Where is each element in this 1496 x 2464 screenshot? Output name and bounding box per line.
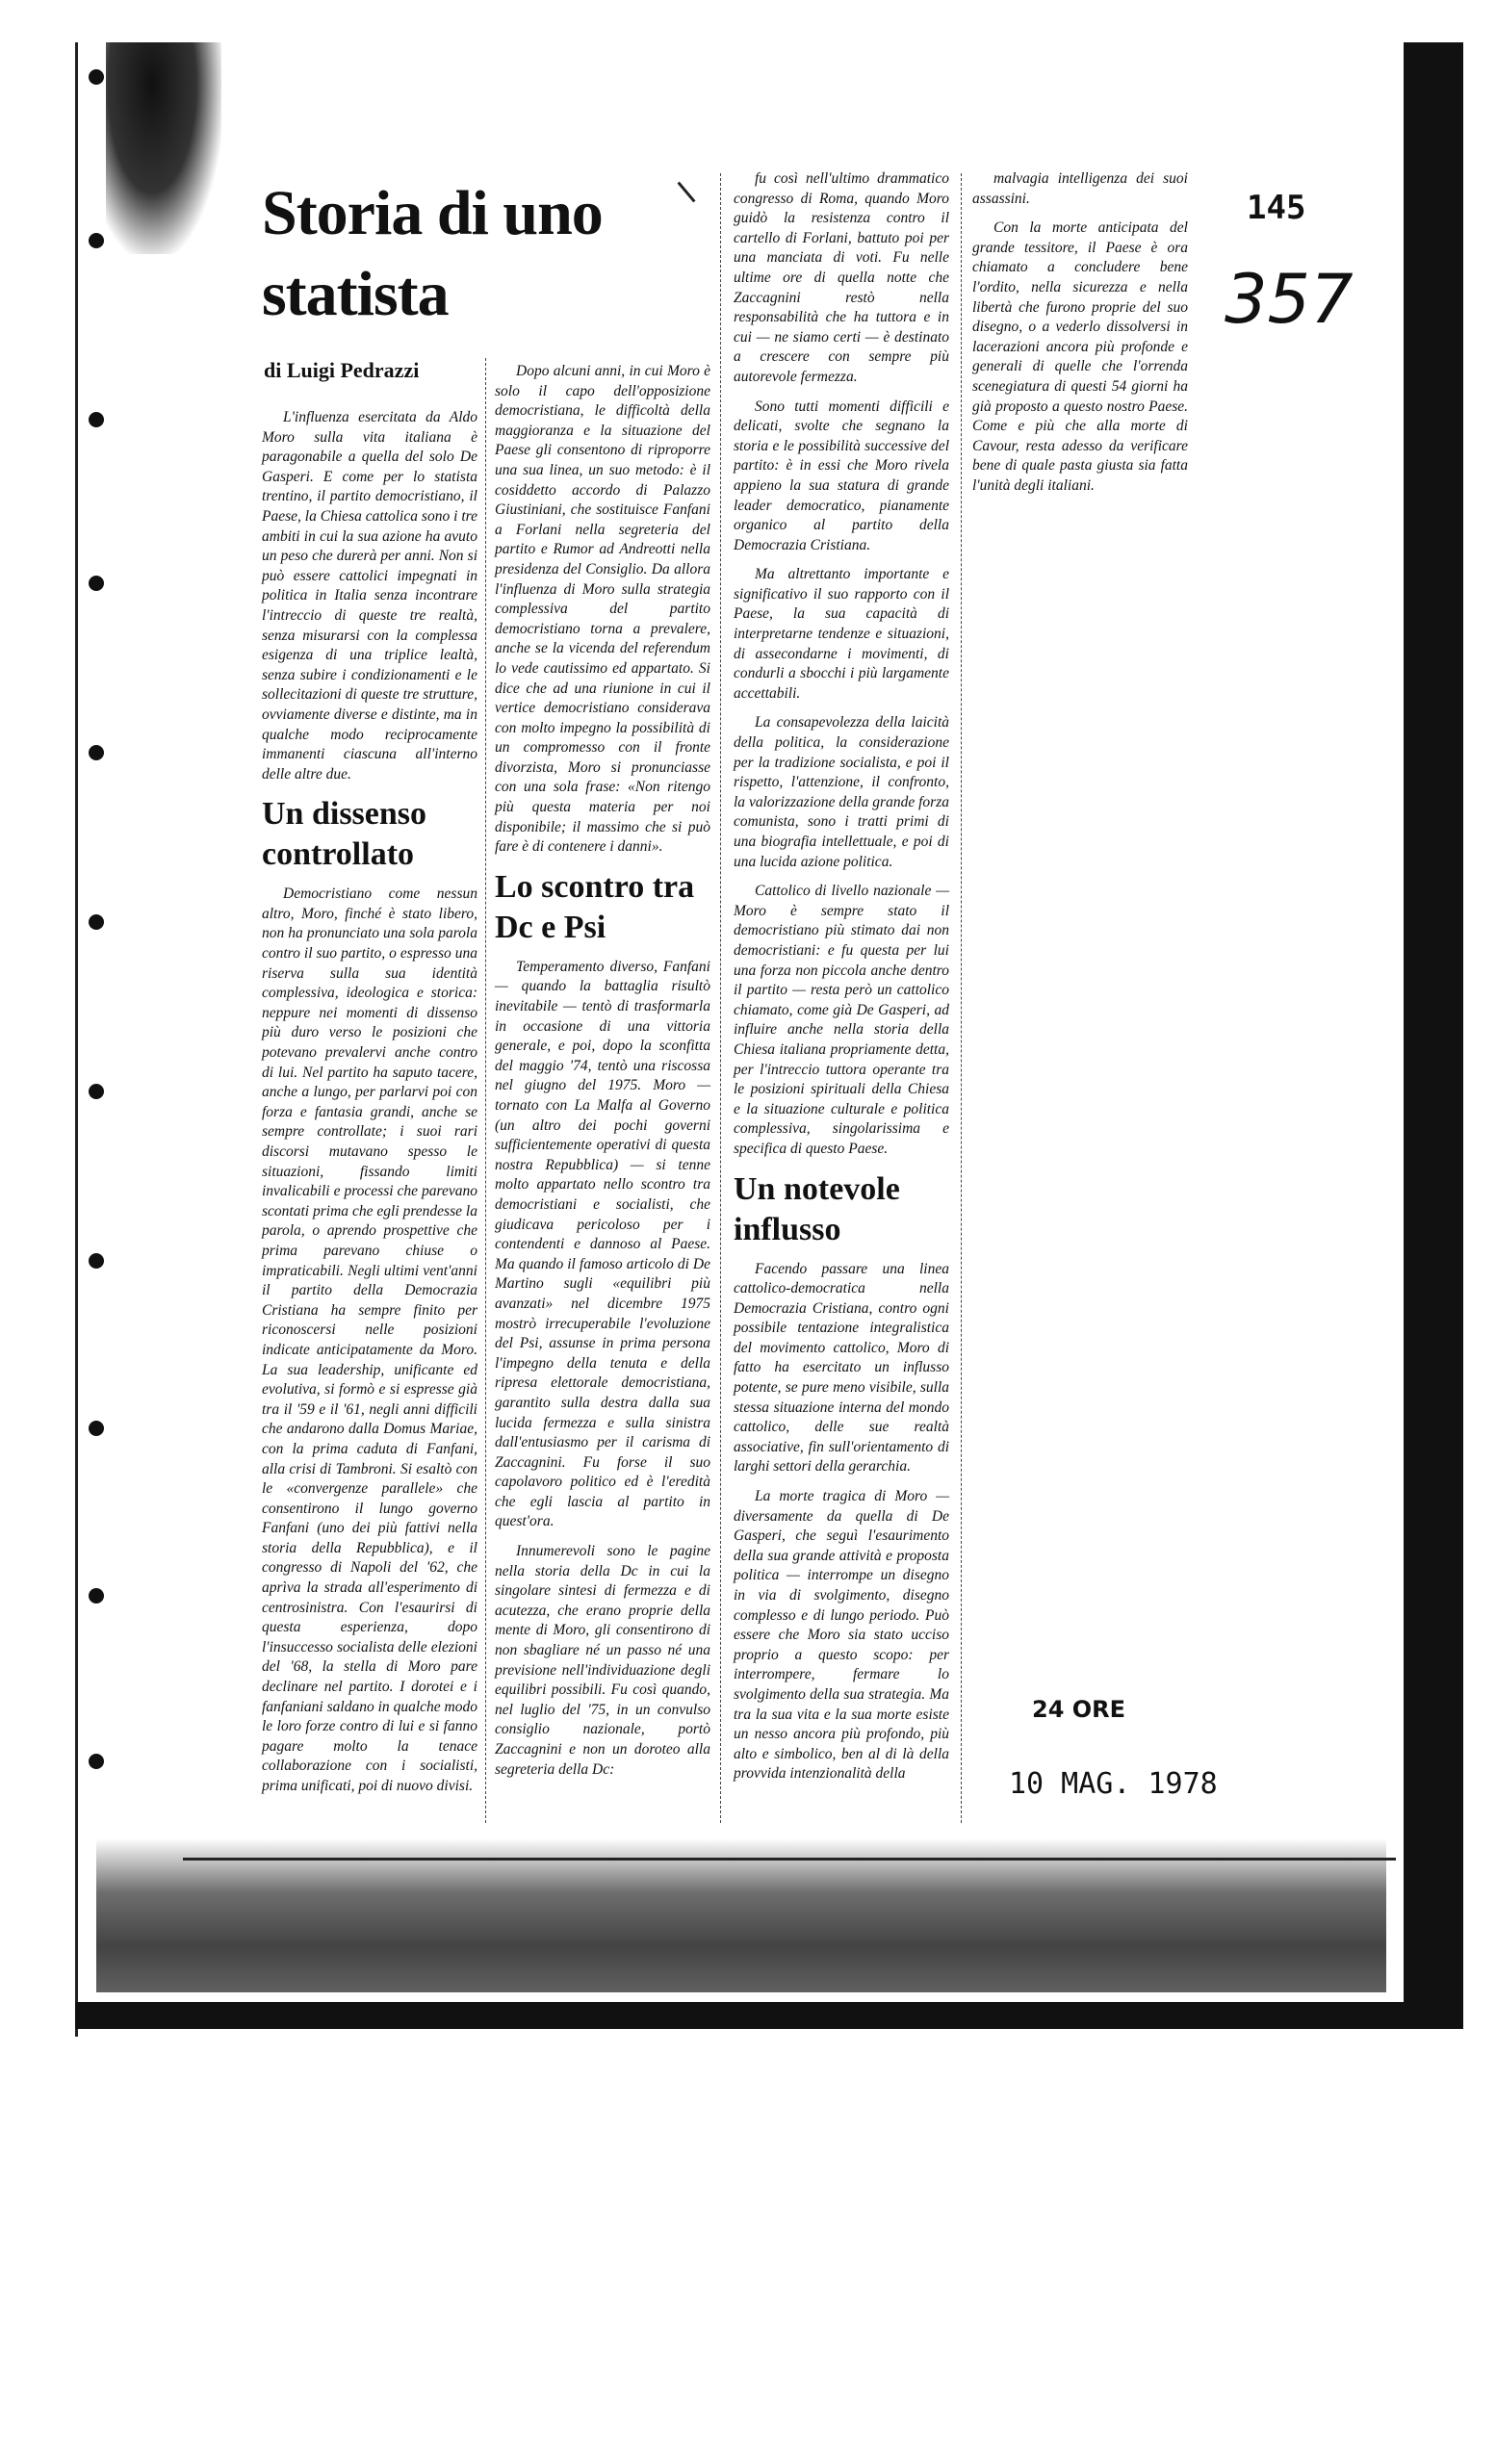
paragraph: La morte tragica di Moro — diversamente da quella di De Gasperi, che seguì l'esaurimento della sua grande attività e proposta politica — interrompe un disegno in via di svolgimento, disegno complesso e di lungo periodo. Può essere che Moro sia stato ucciso proprio a questo scopo: per interrompere, fermare lo svolgimento della sua strategia. Ma tra la sua vita e la sua morte esiste un nesso ancora più profondo, più alto e simbolico, ben al di là della provvida intenzionalità della — [734, 1488, 949, 1783]
paragraph: Cattolico di livello nazionale — Moro è sempre stato il democristiano più stimato dai non democristiani: e fu questa per lui una forza non piccola anche dentro il partito — resta però un cattolico chiamato, come già De Gasperi, ad influire anche nella storia della Chiesa italiana propriamente detta, per l'intreccio tuttora operante tra le posizioni spirituali della Chiesa e la situazione culturale e politica complessiva, singolarissima e specifica di questo Paese. — [734, 883, 949, 1157]
punch-hole-icon — [89, 745, 104, 760]
paragraph: Democristiano come nessun altro, Moro, finché è stato libero, non ha pronunciato una sola parola contro il suo partito, o espresso una riserva sulla sua identità complessiva, ideologica e storica: neppure nei momenti di dissenso più duro verso le posizioni che potevano prevalervi anche contro di lui. Nel partito ha saputo tacere, anche a lungo, per parlarvi poi con forza e fantasia grandi, anche se sempre controllate; i suoi rari discorsi mutavano spesso le situazioni, fissando limiti invalicabili e processi che parevano scontati prima che egli prendesse la parola, o aprendo prospettive che prima parevano chiuse o impraticabili. Negli ultimi vent'anni il partito della Democrazia Cristiana ha sempre finito per riconoscersi nelle posizioni indicate anticipatamente da Moro. La sua leadership, unificante ed evolutiva, si formò e si espresse già tra il '59 e il '61, negli anni difficili che andarono dalla Domus Mariae, con la prima caduta di Fanfani, alla crisi di Tambroni. Si esaltò con le «convergenze parallele» che consentirono il lungo governo Fanfani (uno dei più fattivi nella storia della Repubblica), e il congresso di Napoli del '62, che aprìva la strada all'esperimento di centrosinistra. Con l'esaurirsi di questa esperienza, dopo l'insuccesso socialista delle elezioni del '68, la stella di Moro pare declinare nel partito. I dorotei e i fanfaniani saldano in qualche modo le loro forze contro di lui e si fanno pagare molto la tenace collaborazione con i socialisti, prima unificati, poi di nuovo divisi. — [262, 886, 477, 1794]
scan-dark-edge-right — [1404, 42, 1463, 2025]
subheading: Un dissenso controllato — [262, 796, 427, 873]
column-rule — [961, 173, 962, 1823]
paragraph: fu così nell'ultimo drammatico congresso di Roma, quando Moro guidò la resistenza contro il cartello di Forlani, battuto poi per una manciata di voti. Fu nelle ultime ore di quella notte che Zaccagnini restò nella responsabilità che ha tuttora e in cui — ne siamo certi — è destinato a crescere con sempre più autorevole fermezza. — [734, 170, 949, 385]
paragraph: Facendo passare una linea cattolico-democratica nella Democrazia Cristiana, contro ogni possibile tentazione integralistica del movimento cattolico, Moro di fatto ha esercitato un influsso potente, se pure meno visibile, sulla stessa situazione interna del mondo cattolico, delle sue realtà associative, fin sull'orientamento di larghi settori della gerarchia. — [734, 1260, 949, 1476]
paragraph: Con la morte anticipata del grande tessitore, il Paese è ora chiamato a concludere bene l'ordito, nella sicurezza e nella libertà che furono proprie del suo disegno, o a vederlo dissolversi in lacerazioni ancora più profonde e generali di quelle che l'orrenda scenegiatura di questi 54 giorni ha già proposto a questo nostro Paese. Come e più che alla morte di Cavour, resta adesso da verificare bene di quale pasta giusta sia fatta l'unità degli italiani. — [972, 219, 1188, 494]
subheading: Lo scontro tra Dc e Psi — [495, 868, 695, 945]
scan-dark-edge-bottom — [75, 2002, 1463, 2029]
paragraph: La consapevolezza della laicità della politica, la considerazione per la tradizione socialista, e poi il rispetto, l'attenzione, il confronto, la valorizzazione della grande forza comunista, sono i tratti primi di una biografia intellettuale, e poi di una lucida azione politica. — [734, 714, 949, 870]
column-rule — [720, 173, 721, 1823]
source-label: 24 ORE — [1032, 1696, 1126, 1723]
paragraph: Dopo alcuni anni, in cui Moro è solo il capo dell'opposizione democristiana, le difficoltà della maggioranza e la situazione del Paese gli consentono di riproporre una sua linea, un suo metodo: è il cosiddetto accordo di Palazzo Giustiniani, che sostituisce Fanfani a Forlani nella segreteria del partito e Rumor ad Andreotti nella presidenza del Consiglio. Da allora l'influenza di Moro sulla strategia complessiva del partito democristiano torna a prevalere, anche se la vicenda del referendum lo vede cautissimo ed appartato. Si dice che ad una riunione in cui il vertice democristiano considerava con molto impegno la possibilità di un compromesso con il fronte divorzista, Moro si pronunciasse con una sola frase: «Non ritengo più questa materia per noi disponibile; il massimo che si può fare è di contenere i danni». — [495, 363, 710, 856]
paragraph: malvagia intelligenza dei suoi assassini. — [972, 170, 1188, 207]
punch-hole-icon — [89, 1588, 104, 1604]
punch-hole-icon — [89, 1084, 104, 1099]
handwritten-number: 357 — [1225, 260, 1354, 339]
paragraph: Temperamento diverso, Fanfani — quando la battaglia risultò inevitabile — tentò di trasformarla in occasione di una vittoria generale, e poi, dopo la sconfitta del maggio '74, tentò una riscossa nel giugno del 1975. Moro — tornato con La Malfa al Governo (un altro dei pochi governi sufficientemente operativi di questa nostra Repubblica) — si tenne molto appartato nello scontro tra democristiani e socialisti, che giudicava pericoloso per i contendenti e dannoso al Paese. Ma quando il famoso articolo di De Martino sugli «equilibri più avanzati» nel dicembre 1975 mostrò irrecuperabile l'evoluzione del Psi, assunse in prima persona l'impegno della tenuta e della ripresa elettorale democristiana, garantito sulla destra dalla sua lucida fermezza e sulla sinistra dall'entusiasmo per il carisma di Zaccagnini. Fu forse il suo capolavoro politico ed è l'eredità che egli lascia al partito in quest'ora. — [495, 958, 710, 1530]
paragraph: L'influenza esercitata da Aldo Moro sulla vita italiana è paragonabile a quella del solo De Gasperi. E come per lo statista trentino, il partito democristiano, il Paese, la Chiesa cattolica sono i tre ambiti in cui la sua azione ha avuto un peso che durerà per anni. Non si può essere cattolici impegnati in politica in Italia senza incontrare l'intreccio di queste tre realtà, senza misurarsi con la complessa esigenza di una triplice lealtà, senza subire i condizionamenti e le sollecitazioni di queste tre strutture, ovviamente diverse e distinte, ma in qualche modo reciprocamente immanenti ciascuna all'interno delle altre due. — [262, 409, 477, 783]
punch-hole-icon — [89, 914, 104, 930]
subheading: Un notevole influsso — [734, 1170, 900, 1247]
punch-hole-icon — [89, 233, 104, 248]
article-title: Storia di uno statista — [262, 178, 603, 329]
punch-hole-icon — [89, 1253, 104, 1269]
punch-hole-icon — [89, 1754, 104, 1769]
article-column-2 — [495, 362, 710, 1789]
punch-hole-icon — [89, 576, 104, 591]
punch-hole-icon — [89, 1421, 104, 1436]
column-rule — [485, 358, 486, 1823]
punch-hole-icon — [89, 69, 104, 85]
article-byline: di Luigi Pedrazzi — [264, 358, 420, 382]
article-column-4 — [972, 169, 1188, 506]
article-column-3 — [734, 169, 949, 1794]
scan-smudge-bottom — [96, 1838, 1386, 1992]
clipping-edge — [183, 1858, 1396, 1861]
paragraph: Ma altrettanto importante e significativo il suo rapporto con il Paese, la sua capacità di interpretarne tendenze e situazioni, di assecondarne i movimenti, di condurli a sbocchi i più largamente accettabili. — [734, 566, 949, 702]
article-column-1 — [262, 408, 477, 1807]
paragraph: Innumerevoli sono le pagine nella storia della Dc in cui la singolare sintesi di fermezza e di acutezza, che erano proprie della mente di Moro, gli consentirono di non sbagliare né un passo né una previsione nell'individuazione degli equilibri possibili. Fu così quando, nel luglio del '75, in un convulso consiglio nazionale, portò Zaccagnini e non un doroteo alla segreteria della Dc: — [495, 1543, 710, 1778]
scan-smudge-top — [106, 42, 221, 254]
punch-hole-icon — [89, 412, 104, 427]
page-number: 145 — [1247, 189, 1306, 227]
paragraph: Sono tutti momenti difficili e delicati, svolte che segnano la storia e le possibilità successive del partito: è in essi che Moro rivela appieno la sua statura di grande leader democratico, pianamente organico al partito della Democrazia Cristiana. — [734, 398, 949, 553]
date-stamp: 10 MAG. 1978 — [1009, 1767, 1218, 1801]
